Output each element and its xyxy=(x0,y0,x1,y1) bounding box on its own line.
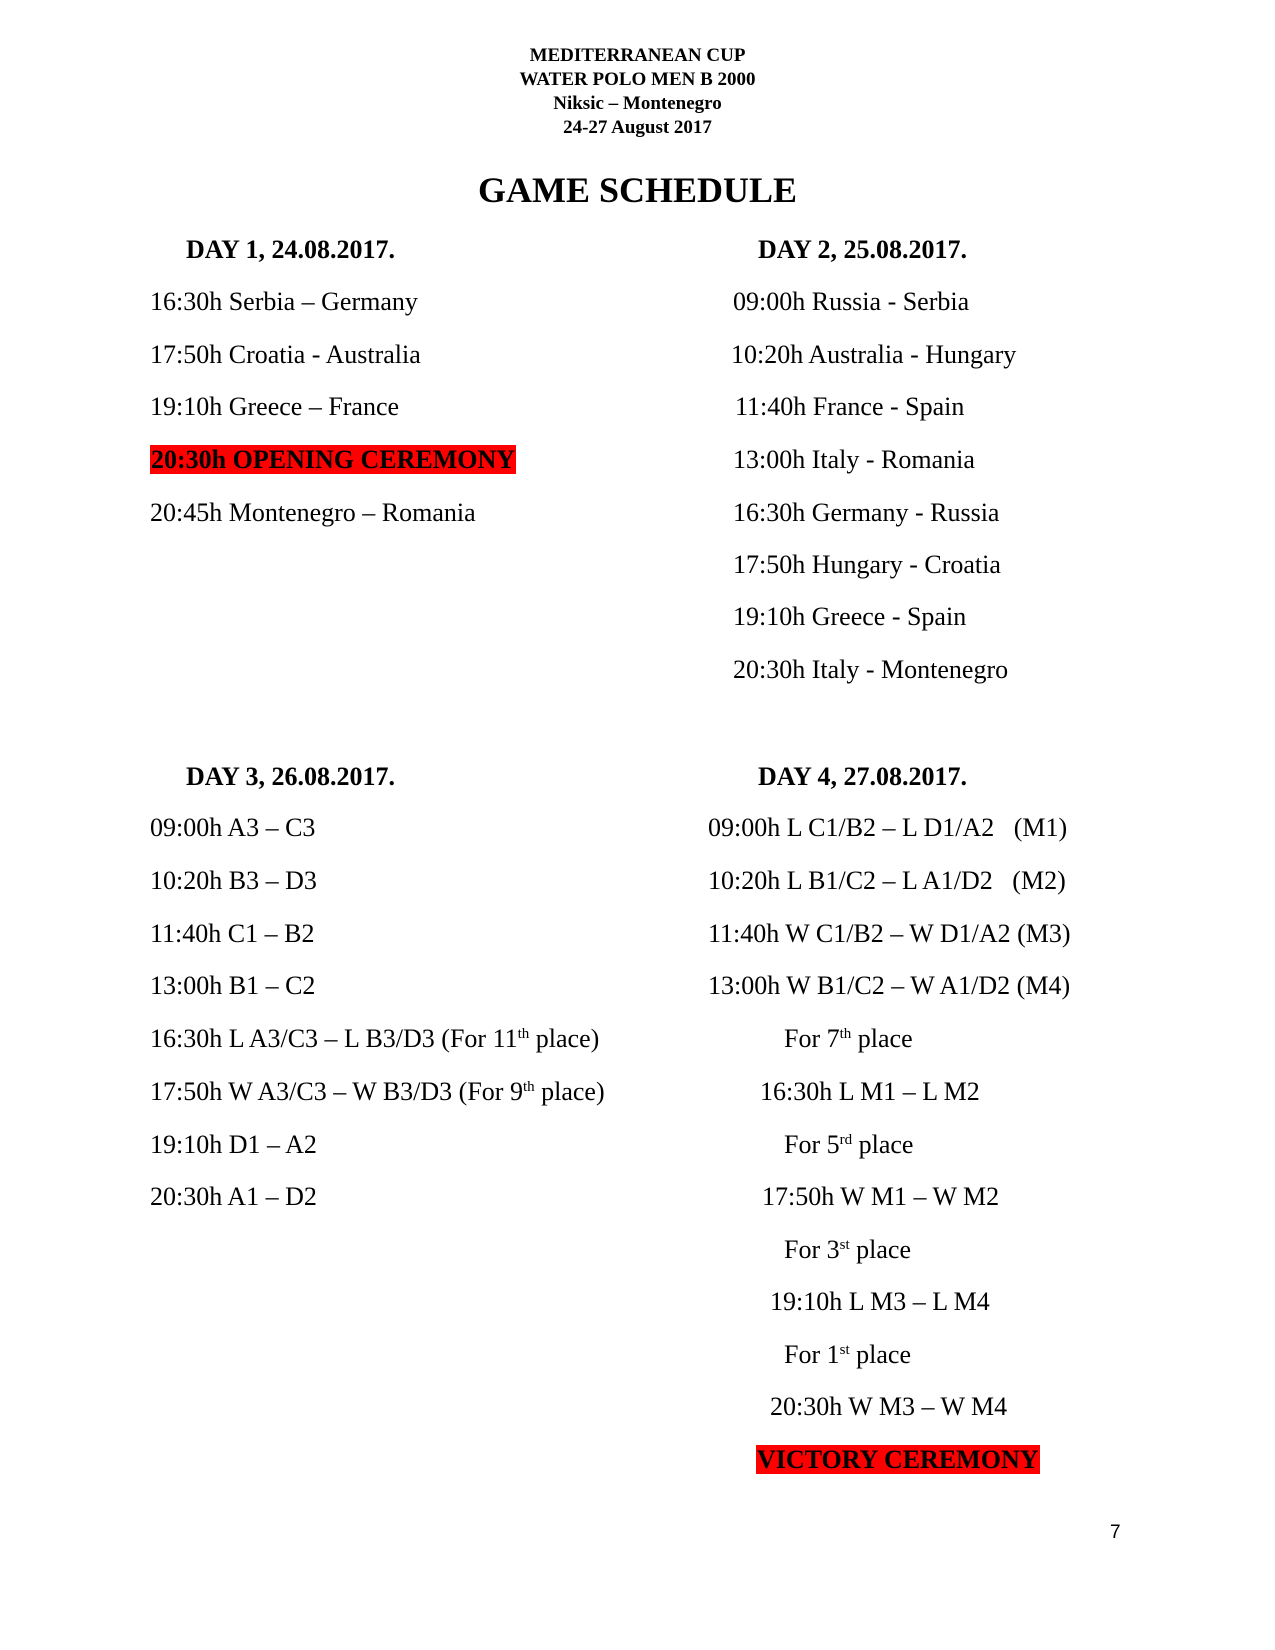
day2-game-5: 16:30h Germany - Russia xyxy=(733,498,1000,527)
header-dates: 24-27 August 2017 xyxy=(563,117,712,138)
day3-title: DAY 3, 26.08.2017. xyxy=(186,762,395,791)
document-header xyxy=(0,44,1275,140)
day4-game-3rd-place: 19:10h L M3 – L M4 xyxy=(770,1287,990,1316)
day4-for-7th-label: For 7th place xyxy=(784,1024,913,1053)
day2-game-7: 19:10h Greece - Spain xyxy=(733,602,967,631)
day4-game-m4: 13:00h W B1/C2 – W A1/D2 (M4) xyxy=(708,971,1071,1000)
day4-title: DAY 4, 27.08.2017. xyxy=(758,762,967,791)
opening-ceremony-highlight: 20:30h OPENING CEREMONY xyxy=(151,445,516,474)
day4-game-7th-place: 16:30h L M1 – L M2 xyxy=(760,1077,980,1106)
page-number: 7 xyxy=(1110,1522,1121,1543)
day1-game-3: 19:10h Greece – France xyxy=(150,392,400,421)
day2-title: DAY 2, 25.08.2017. xyxy=(758,235,967,264)
day4-for-3rd-label: For 3st place xyxy=(784,1235,911,1264)
header-category: WATER POLO MEN B 2000 xyxy=(519,69,756,90)
day4-game-5th-place: 17:50h W M1 – W M2 xyxy=(762,1182,1000,1211)
header-location: Niksic – Montenegro xyxy=(553,93,722,114)
day1-title: DAY 1, 24.08.2017. xyxy=(186,235,395,264)
day3-game-2: 10:20h B3 – D3 xyxy=(150,866,317,895)
day4-game-m2: 10:20h L B1/C2 – L A1/D2 (M2) xyxy=(708,866,1066,895)
day3-game-11th-place: 16:30h L A3/C3 – L B3/D3 (For 11th place) xyxy=(150,1024,600,1053)
day4-for-5th-label: For 5rd place xyxy=(784,1130,914,1159)
header-event: MEDITERRANEAN CUP xyxy=(529,45,746,66)
day4-for-1st-label: For 1st place xyxy=(784,1340,911,1369)
day4-game-m3: 11:40h W C1/B2 – W D1/A2 (M3) xyxy=(708,919,1071,948)
day3-game-9th-place: 17:50h W A3/C3 – W B3/D3 (For 9th place) xyxy=(150,1077,605,1106)
day2-game-1: 09:00h Russia - Serbia xyxy=(733,287,970,316)
day3-game-6: 20:30h A1 – D2 xyxy=(150,1182,317,1211)
day2-game-4: 13:00h Italy - Romania xyxy=(733,445,975,474)
day1-game-2: 17:50h Croatia - Australia xyxy=(150,340,421,369)
page-title: GAME SCHEDULE xyxy=(477,170,798,210)
day3-game-5: 19:10h D1 – A2 xyxy=(150,1130,317,1159)
victory-ceremony-highlight: VICTORY CEREMONY xyxy=(757,1445,1039,1474)
day3-game-3: 11:40h C1 – B2 xyxy=(150,919,315,948)
day2-game-2: 10:20h Australia - Hungary xyxy=(731,340,1017,369)
day2-game-8: 20:30h Italy - Montenegro xyxy=(733,655,1009,684)
day1-game-1: 16:30h Serbia – Germany xyxy=(150,287,418,316)
day4-victory-ceremony xyxy=(756,1444,1040,1476)
day2-game-6: 17:50h Hungary - Croatia xyxy=(733,550,1001,579)
day1-game-4: 20:45h Montenegro – Romania xyxy=(150,498,476,527)
day1-opening-ceremony xyxy=(150,444,516,476)
day2-game-3: 11:40h France - Spain xyxy=(735,392,965,421)
day3-game-4: 13:00h B1 – C2 xyxy=(150,971,316,1000)
day3-game-1: 09:00h A3 – C3 xyxy=(150,813,316,842)
day4-game-m1: 09:00h L C1/B2 – L D1/A2 (M1) xyxy=(708,813,1068,842)
day4-game-final: 20:30h W M3 – W M4 xyxy=(770,1392,1008,1421)
